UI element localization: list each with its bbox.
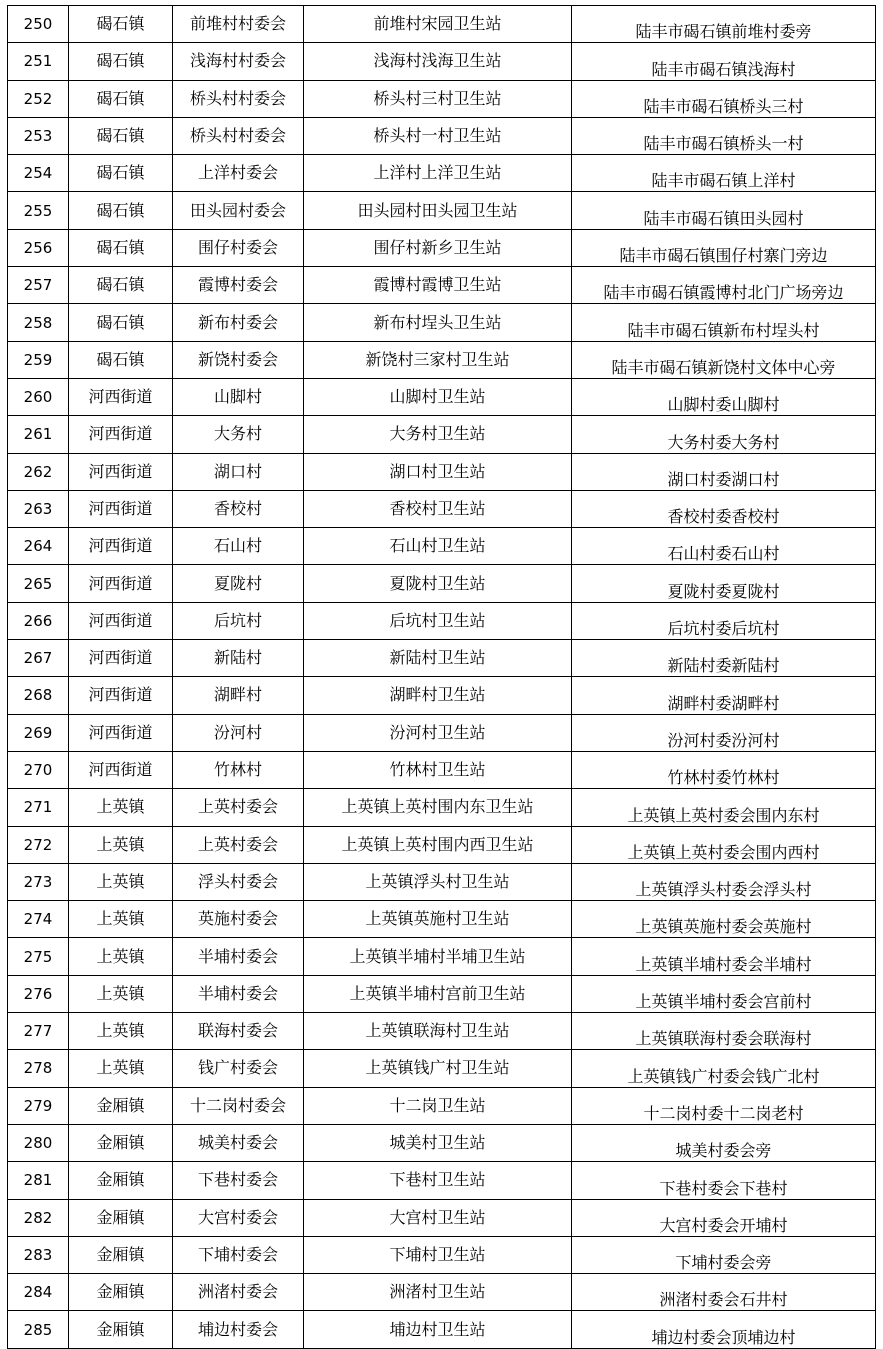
town-cell: 碣石镇 [69,341,173,378]
table-row [8,453,876,490]
address-cell: 上英镇英施村委会英施村 [572,901,876,938]
row-number-cell: 261 [8,416,69,453]
health-station-name-cell: 香校村卫生站 [304,490,572,527]
row-number-cell: 280 [8,1124,69,1161]
health-station-name-cell: 新饶村三家村卫生站 [304,341,572,378]
address-cell: 陆丰市碣石镇浅海村 [572,43,876,80]
row-number-cell: 264 [8,528,69,565]
row-number-cell: 279 [8,1087,69,1124]
address-cell: 十二岗村委十二岗老村 [572,1087,876,1124]
table-row [8,1311,876,1348]
row-number-cell: 271 [8,789,69,826]
table-row [8,80,876,117]
address-cell: 陆丰市碣石镇前堆村委旁 [572,6,876,43]
town-cell: 碣石镇 [69,192,173,229]
address-cell: 陆丰市碣石镇新饶村文体中心旁 [572,341,876,378]
row-number-cell: 259 [8,341,69,378]
town-cell: 碣石镇 [69,304,173,341]
town-cell: 上英镇 [69,1013,173,1050]
row-number-cell: 250 [8,6,69,43]
health-station-name-cell: 上英镇浮头村卫生站 [304,863,572,900]
health-station-name-cell: 上英镇英施村卫生站 [304,901,572,938]
village-committee-cell: 汾河村 [173,714,304,751]
table-row [8,751,876,788]
town-cell: 河西街道 [69,416,173,453]
address-cell: 埔边村委会顶埔边村 [572,1311,876,1348]
table-row [8,267,876,304]
health-station-name-cell: 埔边村卫生站 [304,1311,572,1348]
health-station-name-cell: 后坑村卫生站 [304,602,572,639]
row-number-cell: 265 [8,565,69,602]
health-station-name-cell: 上英镇联海村卫生站 [304,1013,572,1050]
table-row [8,975,876,1012]
table-row [8,416,876,453]
town-cell: 上英镇 [69,975,173,1012]
row-number-cell: 257 [8,267,69,304]
town-cell: 上英镇 [69,863,173,900]
health-station-name-cell: 上英镇半埔村半埔卫生站 [304,938,572,975]
address-cell: 城美村委会旁 [572,1124,876,1161]
table-row [8,938,876,975]
health-station-name-cell: 新陆村卫生站 [304,640,572,677]
village-committee-cell: 大务村 [173,416,304,453]
health-station-name-cell: 上英镇上英村围内东卫生站 [304,789,572,826]
row-number-cell: 270 [8,751,69,788]
village-committee-cell: 石山村 [173,528,304,565]
table-row [8,602,876,639]
village-committee-cell: 英施村委会 [173,901,304,938]
health-station-name-cell: 大宫村卫生站 [304,1199,572,1236]
row-number-cell: 268 [8,677,69,714]
village-committee-cell: 新饶村委会 [173,341,304,378]
health-station-name-cell: 十二岗卫生站 [304,1087,572,1124]
health-station-name-cell: 围仔村新乡卫生站 [304,229,572,266]
village-committee-cell: 洲渚村委会 [173,1274,304,1311]
town-cell: 河西街道 [69,453,173,490]
row-number-cell: 273 [8,863,69,900]
row-number-cell: 251 [8,43,69,80]
table-body [8,6,876,1349]
row-number-cell: 281 [8,1162,69,1199]
town-cell: 河西街道 [69,490,173,527]
address-cell: 陆丰市碣石镇桥头一村 [572,117,876,154]
row-number-cell: 282 [8,1199,69,1236]
row-number-cell: 254 [8,155,69,192]
health-station-table [7,5,876,1349]
village-committee-cell: 围仔村委会 [173,229,304,266]
address-cell: 大务村委大务村 [572,416,876,453]
address-cell: 石山村委石山村 [572,528,876,565]
health-station-name-cell: 前堆村宋园卫生站 [304,6,572,43]
address-cell: 香校村委香校村 [572,490,876,527]
table-row [8,1124,876,1161]
village-committee-cell: 湖口村 [173,453,304,490]
village-committee-cell: 上英村委会 [173,789,304,826]
town-cell: 金厢镇 [69,1236,173,1273]
row-number-cell: 285 [8,1311,69,1348]
row-number-cell: 272 [8,826,69,863]
village-committee-cell: 湖畔村 [173,677,304,714]
row-number-cell: 283 [8,1236,69,1273]
town-cell: 金厢镇 [69,1087,173,1124]
town-cell: 碣石镇 [69,43,173,80]
health-station-name-cell: 下巷村卫生站 [304,1162,572,1199]
health-station-name-cell: 汾河村卫生站 [304,714,572,751]
town-cell: 碣石镇 [69,229,173,266]
health-station-name-cell: 大务村卫生站 [304,416,572,453]
table-row [8,1013,876,1050]
health-station-name-cell: 霞博村霞博卫生站 [304,267,572,304]
table-row [8,714,876,751]
table-row [8,528,876,565]
town-cell: 上英镇 [69,938,173,975]
table-row [8,229,876,266]
row-number-cell: 276 [8,975,69,1012]
village-committee-cell: 半埔村委会 [173,938,304,975]
row-number-cell: 274 [8,901,69,938]
row-number-cell: 263 [8,490,69,527]
address-cell: 上英镇浮头村委会浮头村 [572,863,876,900]
table-row [8,863,876,900]
health-station-name-cell: 夏陇村卫生站 [304,565,572,602]
town-cell: 金厢镇 [69,1124,173,1161]
address-cell: 上英镇半埔村委会半埔村 [572,938,876,975]
health-station-name-cell: 田头园村田头园卫生站 [304,192,572,229]
village-committee-cell: 前堆村村委会 [173,6,304,43]
row-number-cell: 253 [8,117,69,154]
town-cell: 碣石镇 [69,267,173,304]
table-row [8,565,876,602]
table-row [8,901,876,938]
town-cell: 河西街道 [69,528,173,565]
row-number-cell: 275 [8,938,69,975]
address-cell: 汾河村委汾河村 [572,714,876,751]
village-committee-cell: 十二岗村委会 [173,1087,304,1124]
address-cell: 后坑村委后坑村 [572,602,876,639]
row-number-cell: 277 [8,1013,69,1050]
village-committee-cell: 后坑村 [173,602,304,639]
health-station-name-cell: 湖口村卫生站 [304,453,572,490]
health-station-name-cell: 湖畔村卫生站 [304,677,572,714]
row-number-cell: 267 [8,640,69,677]
health-station-name-cell: 新布村埕头卫生站 [304,304,572,341]
table-row [8,341,876,378]
village-committee-cell: 桥头村村委会 [173,80,304,117]
address-cell: 下巷村委会下巷村 [572,1162,876,1199]
village-committee-cell: 钱广村委会 [173,1050,304,1087]
health-station-name-cell: 城美村卫生站 [304,1124,572,1161]
village-committee-cell: 山脚村 [173,378,304,415]
address-cell: 陆丰市碣石镇霞博村北门广场旁边 [572,267,876,304]
table-row [8,155,876,192]
address-cell: 陆丰市碣石镇新布村埕头村 [572,304,876,341]
address-cell: 陆丰市碣石镇围仔村寨门旁边 [572,229,876,266]
row-number-cell: 255 [8,192,69,229]
row-number-cell: 278 [8,1050,69,1087]
town-cell: 上英镇 [69,1050,173,1087]
health-station-name-cell: 洲渚村卫生站 [304,1274,572,1311]
row-number-cell: 260 [8,378,69,415]
table-row [8,117,876,154]
row-number-cell: 269 [8,714,69,751]
health-station-name-cell: 上英镇上英村围内西卫生站 [304,826,572,863]
address-cell: 山脚村委山脚村 [572,378,876,415]
health-station-name-cell: 上洋村上洋卫生站 [304,155,572,192]
town-cell: 金厢镇 [69,1162,173,1199]
village-committee-cell: 浮头村委会 [173,863,304,900]
village-committee-cell: 香校村 [173,490,304,527]
address-cell: 下埔村委会旁 [572,1236,876,1273]
village-committee-cell: 桥头村村委会 [173,117,304,154]
address-cell: 上英镇联海村委会联海村 [572,1013,876,1050]
address-cell: 上英镇钱广村委会钱广北村 [572,1050,876,1087]
village-committee-cell: 新布村委会 [173,304,304,341]
table-row [8,6,876,43]
address-cell: 上英镇上英村委会围内东村 [572,789,876,826]
health-station-name-cell: 桥头村一村卫生站 [304,117,572,154]
town-cell: 金厢镇 [69,1311,173,1348]
health-station-name-cell: 下埔村卫生站 [304,1236,572,1273]
town-cell: 河西街道 [69,714,173,751]
village-committee-cell: 半埔村委会 [173,975,304,1012]
table-row [8,677,876,714]
town-cell: 上英镇 [69,789,173,826]
table-row [8,789,876,826]
village-committee-cell: 竹林村 [173,751,304,788]
town-cell: 碣石镇 [69,80,173,117]
health-station-name-cell: 石山村卫生站 [304,528,572,565]
row-number-cell: 252 [8,80,69,117]
table-row [8,192,876,229]
table-row [8,1236,876,1273]
address-cell: 竹林村委竹林村 [572,751,876,788]
table-row [8,1199,876,1236]
town-cell: 河西街道 [69,378,173,415]
village-committee-cell: 大宫村委会 [173,1199,304,1236]
village-committee-cell: 城美村委会 [173,1124,304,1161]
village-committee-cell: 下巷村委会 [173,1162,304,1199]
address-cell: 洲渚村委会石井村 [572,1274,876,1311]
row-number-cell: 266 [8,602,69,639]
town-cell: 上英镇 [69,826,173,863]
row-number-cell: 262 [8,453,69,490]
health-station-name-cell: 桥头村三村卫生站 [304,80,572,117]
address-cell: 新陆村委新陆村 [572,640,876,677]
address-cell: 湖口村委湖口村 [572,453,876,490]
address-cell: 上英镇半埔村委会宫前村 [572,975,876,1012]
table-row [8,1050,876,1087]
table-row [8,43,876,80]
table-row [8,490,876,527]
town-cell: 河西街道 [69,602,173,639]
table-row [8,1274,876,1311]
village-committee-cell: 联海村委会 [173,1013,304,1050]
town-cell: 河西街道 [69,640,173,677]
town-cell: 碣石镇 [69,155,173,192]
health-station-name-cell: 上英镇钱广村卫生站 [304,1050,572,1087]
address-cell: 湖畔村委湖畔村 [572,677,876,714]
address-cell: 陆丰市碣石镇田头园村 [572,192,876,229]
table-row [8,826,876,863]
table-row [8,1087,876,1124]
village-committee-cell: 田头园村委会 [173,192,304,229]
row-number-cell: 256 [8,229,69,266]
town-cell: 河西街道 [69,751,173,788]
row-number-cell: 284 [8,1274,69,1311]
town-cell: 碣石镇 [69,6,173,43]
health-station-name-cell: 浅海村浅海卫生站 [304,43,572,80]
village-committee-cell: 夏陇村 [173,565,304,602]
village-committee-cell: 埔边村委会 [173,1311,304,1348]
town-cell: 金厢镇 [69,1199,173,1236]
health-station-name-cell: 竹林村卫生站 [304,751,572,788]
village-committee-cell: 上英村委会 [173,826,304,863]
address-cell: 夏陇村委夏陇村 [572,565,876,602]
town-cell: 金厢镇 [69,1274,173,1311]
table-row [8,378,876,415]
town-cell: 上英镇 [69,901,173,938]
address-cell: 陆丰市碣石镇上洋村 [572,155,876,192]
town-cell: 碣石镇 [69,117,173,154]
village-committee-cell: 浅海村村委会 [173,43,304,80]
town-cell: 河西街道 [69,565,173,602]
table-row [8,640,876,677]
health-station-name-cell: 上英镇半埔村宫前卫生站 [304,975,572,1012]
row-number-cell: 258 [8,304,69,341]
health-station-table-page [7,5,876,1349]
town-cell: 河西街道 [69,677,173,714]
address-cell: 陆丰市碣石镇桥头三村 [572,80,876,117]
table-row [8,1162,876,1199]
address-cell: 大宫村委会开埔村 [572,1199,876,1236]
table-row [8,304,876,341]
village-committee-cell: 下埔村委会 [173,1236,304,1273]
village-committee-cell: 上洋村委会 [173,155,304,192]
health-station-name-cell: 山脚村卫生站 [304,378,572,415]
address-cell: 上英镇上英村委会围内西村 [572,826,876,863]
village-committee-cell: 新陆村 [173,640,304,677]
village-committee-cell: 霞博村委会 [173,267,304,304]
